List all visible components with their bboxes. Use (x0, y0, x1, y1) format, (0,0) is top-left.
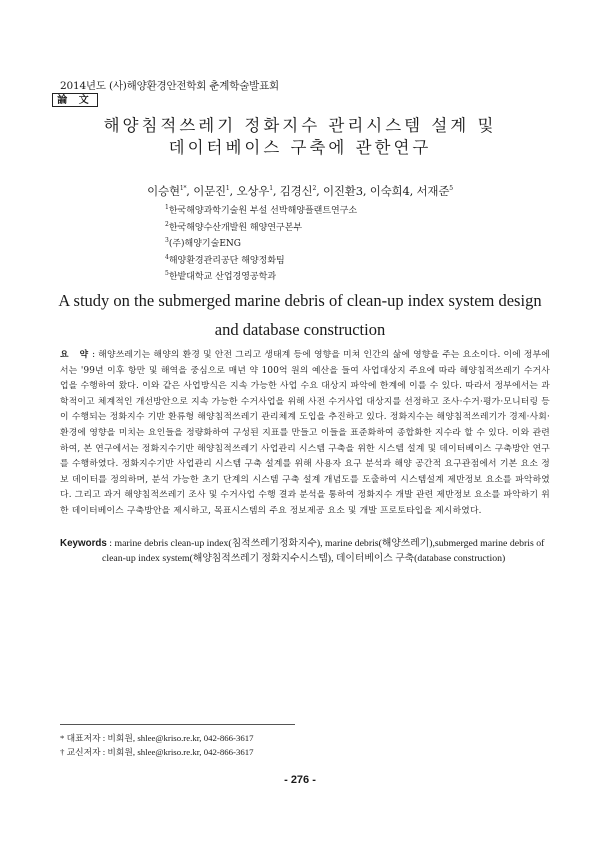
author-name: , 이문진 (186, 184, 226, 198)
conference-header: 2014년도 (사)해양환경안전학회 춘계학술발표회 (60, 80, 279, 92)
affiliation-item (165, 220, 357, 237)
author-affiliation-mark: 1 (269, 185, 273, 193)
affiliation-mark: 3 (165, 237, 169, 244)
abstract-label: 요 약 (60, 350, 93, 360)
english-title (20, 286, 580, 344)
korean-title-line-2: 데이터베이스 구축에 관한연구 (168, 138, 432, 157)
affiliation-mark: 2 (165, 220, 169, 228)
keywords-label: Keywords (60, 538, 107, 549)
affiliation-mark: 5 (165, 270, 169, 277)
affiliation-item (165, 269, 357, 286)
author-affiliation-mark: 1* (179, 185, 187, 193)
page-number: - 276 - (284, 774, 316, 786)
affiliation-text: 한국해양과학기술원 부설 선박해양플랜트연구소 (168, 206, 358, 216)
affiliation-mark: 4 (165, 253, 169, 261)
author-name: , 김경신 (272, 184, 313, 198)
affiliation-item (165, 236, 357, 253)
english-title-line-1: A study on the submerged marine debris of clean-up index system design (58, 291, 542, 310)
author-affiliation-mark: 1 (225, 185, 230, 193)
footnote-divider (60, 724, 295, 725)
keywords (60, 536, 550, 566)
affiliation-text: (주)해양기술ENG (168, 239, 241, 249)
abstract (60, 348, 550, 520)
affiliation-text: 해양환경관리공단 해양정화팀 (168, 255, 285, 266)
affiliation-item (165, 203, 357, 220)
footnote-lead-author: * 대표저자 : 비회원, shlee@kriso.re.kr, 042-866-3617 (60, 733, 254, 743)
affiliation-text: 한국해양수산개발원 해양연구본부 (168, 222, 303, 233)
keywords-text-line-1: : marine debris clean-up index(침적쓰레기정화지수), marine debris(해양쓰레기),submerged marine debris of (109, 538, 545, 549)
author-affiliation-mark: 2 (312, 185, 317, 193)
affiliation-item (165, 253, 357, 270)
korean-title-line-1: 해양침적쓰레기 정화지수 관리시스템 설계 및 (103, 116, 497, 135)
abstract-text: : 해양쓰레기는 해양의 환경 및 안전 그리고 생태계 등에 영향을 미쳐 인간의 삶에 영향을 주는 요소이다. 이에 정부에서는 '99년 이후 항만 및 해역을 중심으로 매년 약 100억 원의 예산을 들여 사업대상지 주요에 따라 해양침적쓰레기 수거사업을 수행하여 왔다. 이와 같은 사업방식은 지속 가능한 사업 수요 대상지 파악에 한계에 이를 수 있다. 따라서 정부에서는 과학적이고 체계적인 개선방안으로 지속 가능한 수거사업을 위해 사전 수거사업 대상지를 선정하고 조사·수거·평가·모니터링 등이 수행되는 정화지수 기반 환류형 해양침적쓰레기 관리체계 도입을 추진하고 있다. 정화지수는 해양침적쓰레기가 경제·사회·환경에 영향을 미치는 요인들을 정량화하여 구성된 지표를 만들고 이들을 표준화하여 종합화한 지수라 할 수 있다. 이와 관련하여, 본 연구에서는 정화지수기반 해양침적쓰레기 사업관리 시스템 구축을 위한 시스템 설계 및 데이터베이스 구축방안 연구를 수행하였다. 정화지수기반 사업관리 시스템 구축 설계를 위해 사용자 요구 분석과 해양 공간적 요구관점에서 기본 요소 정보 데이터를 정의하며, 분석 가능한 초기 단계의 시스템 구축 설계 개념도를 도출하여 시스템설계 제반정보 요소를 파악하였다. 그리고 과거 해양침적쓰레기 조사 및 수거사업 수행 결과 분석을 통하여 정화지수 개발 관련 제반정보 요소를 파악하기 위한 데이터베이스 구축방안을 제시하고, 목표시스템의 주요 정보제공 요소 및 개발 프로토타입을 제시하였다. (60, 350, 550, 516)
author-name: 이승현 (147, 184, 180, 198)
author-affiliation-mark: 5 (449, 185, 453, 193)
author-list (0, 183, 600, 199)
footnote-corresponding-author: † 교신저자 : 비회원, shlee@kriso.re.kr, 042-866-3617 (60, 747, 254, 757)
author-name: , 이진환3, 이숙희4, 서재준 (316, 184, 450, 198)
affiliation-mark: 1 (165, 204, 169, 211)
keywords-text-line-2: clean-up index system(해양침적쓰레기 정화지수시스템), 데이터베이스 구축(database construction) (102, 553, 506, 564)
article-type-tag: 論 文 (52, 93, 98, 107)
author-name: , 오상우 (229, 184, 270, 198)
affiliation-list (165, 203, 357, 286)
english-title-line-2: and database construction (214, 320, 386, 339)
affiliation-text: 한밭대학교 산업경영공학과 (168, 272, 277, 282)
